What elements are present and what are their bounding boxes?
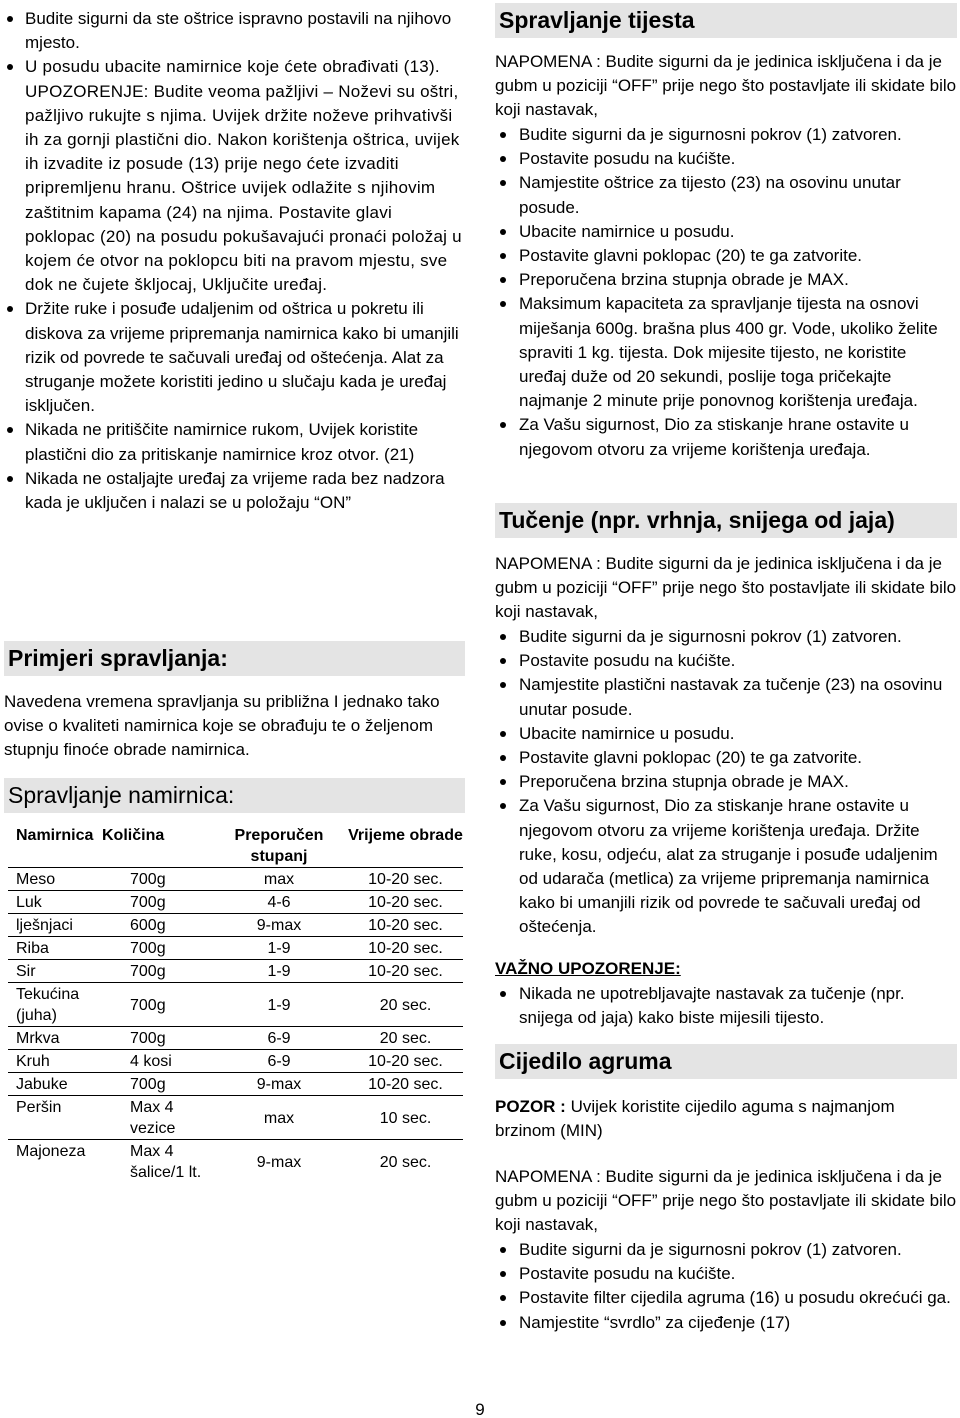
- cell-food: Sir: [8, 960, 100, 983]
- header-time: Vrijeme obrade: [348, 827, 463, 844]
- intro-bullet-list: [4, 7, 467, 515]
- examples-heading: Primjeri spravljanja:: [4, 641, 465, 676]
- table-row: [8, 891, 463, 914]
- citrus-bullet-list: [495, 1238, 957, 1335]
- list-item: Budite sigurni da ste oštrice ispravno postavili na njihovo mjesto.: [4, 7, 467, 55]
- note-text: Budite sigurni da je jedinica isključena i da je gubm u poziciji “OFF” prije nego što postavljate ili skidate bilo koji nastavak,: [495, 554, 957, 622]
- table-row: [8, 983, 463, 1027]
- table-row: [8, 1027, 463, 1050]
- cell-quantity: 700g: [100, 868, 210, 891]
- citrus-note: [495, 1165, 957, 1238]
- cell-speed: 1-9: [210, 983, 346, 1027]
- note-text: Budite sigurni da je jedinica isključena i da je gubm u poziciji “OFF” prije nego što postavljate ili skidate bilo koji nastavak,: [495, 52, 957, 120]
- list-item: Budite sigurni da je sigurnosni pokrov (1) zatvoren.: [495, 1238, 957, 1262]
- list-item: Postavite glavni poklopac (20) te ga zatvorite.: [495, 746, 957, 770]
- cell-food: Riba: [8, 937, 100, 960]
- list-item: Namjestite “svrdlo” za cijeđenje (17): [495, 1311, 957, 1335]
- cell-time: 20 sec.: [346, 1140, 463, 1184]
- cell-quantity: 700g: [100, 1073, 210, 1096]
- list-item: Namjestite plastični nastavak za tučenje (23) na osovinu unutar posude.: [495, 673, 957, 721]
- table-row: [8, 1140, 463, 1184]
- cell-speed: 4-6: [210, 891, 346, 914]
- list-item: Ubacite namirnice u posudu.: [495, 722, 957, 746]
- cell-quantity: 700g: [100, 960, 210, 983]
- table-header-row: [8, 824, 463, 868]
- list-item: Držite ruke i posuđe udaljenim od oštrica u pokretu ili diskova za vrijeme pripremanja namirnica kako bi umanjili rizik od povrede te sačuvali uređaj od oštećenja. Alat za struganje možete koristiti jedino u slučaju kada je uređaj isključen.: [4, 297, 467, 418]
- list-item: Za Vašu sigurnost, Dio za stiskanje hrane ostavite u njegovom otvoru za vrijeme korištenja uređaja.: [495, 413, 957, 461]
- cell-speed: max: [210, 1096, 346, 1140]
- examples-text: Navedena vremena spravljanja su približna I jednako tako ovise o kvaliteti namirnica koje se obrađuju te o željenom stupnju finoće obrade namirnica.: [4, 692, 440, 760]
- whip-bullet-list: [495, 625, 957, 940]
- note-label: NAPOMENA :: [495, 554, 601, 573]
- list-item: Postavite posudu na kućište.: [495, 1262, 957, 1286]
- caution-text: Uvijek koristite cijedilo aguma s najmanjom brzinom (MIN): [495, 1097, 895, 1141]
- cell-speed: 9-max: [210, 914, 346, 937]
- cell-time: 10-20 sec.: [346, 937, 463, 960]
- cell-food: Majoneza: [8, 1140, 100, 1184]
- whip-heading: Tučenje (npr. vrhnja, snijega od jaja): [495, 503, 957, 538]
- list-item: Preporučena brzina stupnja obrade je MAX.: [495, 268, 957, 292]
- cell-quantity: 4 kosi: [100, 1050, 210, 1073]
- cell-speed: 6-9: [210, 1027, 346, 1050]
- note-text: Budite sigurni da je jedinica isključena i da je gubm u poziciji “OFF” prije nego što postavljate ili skidate bilo koji nastavak,: [495, 1167, 957, 1235]
- cell-time: 10 sec.: [346, 1096, 463, 1140]
- caution-label: POZOR :: [495, 1097, 566, 1116]
- cell-food: Kruh: [8, 1050, 100, 1073]
- cell-quantity: 700g: [100, 937, 210, 960]
- table-row: [8, 1050, 463, 1073]
- cell-quantity: 700g: [100, 891, 210, 914]
- cell-quantity: Max 4 vezice: [100, 1096, 210, 1140]
- list-item: Postavite posudu na kućište.: [495, 147, 957, 171]
- table-row: [8, 1073, 463, 1096]
- cell-food: Peršin: [8, 1096, 100, 1140]
- cell-quantity: Max 4 šalice/1 lt.: [100, 1140, 210, 1184]
- table-row: [8, 1096, 463, 1140]
- cell-quantity: 700g: [100, 1027, 210, 1050]
- list-item: Maksimum kapaciteta za spravljanje tijesta na osnovi miješanja 600g. brašna plus 400 gr. Vode, ukoliko želite spraviti 1 kg. tijesta. Dok mijesite tijesto, ne koristite uređaj duže od 20 sekundi, poslije toga pričekajte najmanje 2 minute prije ponovnog korištenja uređaja.: [495, 292, 957, 413]
- cell-food: Tekućina (juha): [8, 983, 100, 1027]
- food-heading: Spravljanje namirnica:: [4, 778, 465, 813]
- cell-time: 10-20 sec.: [346, 960, 463, 983]
- note-label: NAPOMENA :: [495, 1167, 601, 1186]
- cell-food: Meso: [8, 868, 100, 891]
- list-item: U posudu ubacite namirnice koje ćete obrađivati (13). UPOZORENJE: Budite veoma pažljivi – Noževi su oštri, pažljivo rukujte s njima. Uvijek držite noževe prihvativši ih za gornji plastični dio. Nakon korištenja oštrica, uvijek ih izvadite iz posude (13) prije nego ćete izvaditi pripremljenu hranu. Oštrice uvijek odlažite s njihovim zaštitnim kapama (24) na njima. Postavite glavi poklopac (20) na posudu pokušavajući pronaći položaj u kojem će otvor na poklopcu biti na pravom mjestu, sve dok ne čujete škljocaj, Uključite uređaj.: [4, 55, 467, 297]
- header-speed: Preporučen stupanj: [234, 827, 324, 865]
- list-item: Postavite glavni poklopac (20) te ga zatvorite.: [495, 244, 957, 268]
- cell-food: Jabuke: [8, 1073, 100, 1096]
- cell-food: Mrkva: [8, 1027, 100, 1050]
- list-item: Nikada ne pritiščite namirnice rukom, Uvijek koristite plastični dio za pritiskanje namirnice kroz otvor. (21): [4, 418, 467, 466]
- list-item: Za Vašu sigurnost, Dio za stiskanje hrane ostavite u njegovom otvoru za vrijeme korištenja uređaja. Držite ruke, kosu, odjeću, alat za struganje i posuđe udaljenim od udarača (metlica) za vrijeme pripremanja namirnica kako bi umanjili rizik od povrede te sačuvali uređaj od oštećenja.: [495, 794, 957, 939]
- cell-quantity: 700g: [100, 983, 210, 1027]
- cell-speed: 9-max: [210, 1073, 346, 1096]
- cell-food: lješnjaci: [8, 914, 100, 937]
- list-item: Budite sigurni da je sigurnosni pokrov (1) zatvoren.: [495, 123, 957, 147]
- note-label: NAPOMENA :: [495, 52, 601, 71]
- citrus-caution: [495, 1095, 957, 1143]
- header-quantity: Količina: [102, 827, 165, 844]
- cell-speed: 1-9: [210, 960, 346, 983]
- warning-label: VAŽNO UPOZORENJE:: [495, 959, 681, 978]
- header-food: Namirnica: [16, 827, 94, 844]
- list-item: Preporučena brzina stupnja obrade je MAX.: [495, 770, 957, 794]
- dough-bullet-list: [495, 123, 957, 462]
- citrus-heading: Cijedilo agruma: [495, 1044, 957, 1079]
- cell-time: 10-20 sec.: [346, 914, 463, 937]
- cell-speed: 9-max: [210, 1140, 346, 1184]
- cell-speed: 6-9: [210, 1050, 346, 1073]
- table-row: [8, 914, 463, 937]
- dough-heading: Spravljanje tijesta: [495, 3, 957, 38]
- food-table: [8, 824, 463, 1183]
- list-item: Ubacite namirnice u posudu.: [495, 220, 957, 244]
- cell-speed: 1-9: [210, 937, 346, 960]
- page-number: 9: [475, 1400, 485, 1418]
- whip-note: [495, 552, 957, 625]
- cell-time: 10-20 sec.: [346, 1073, 463, 1096]
- list-item: Postavite posudu na kućište.: [495, 649, 957, 673]
- cell-time: 10-20 sec.: [346, 868, 463, 891]
- dough-note: [495, 50, 957, 123]
- warning-bullet-list: [495, 982, 957, 1030]
- list-item: Budite sigurni da je sigurnosni pokrov (1) zatvoren.: [495, 625, 957, 649]
- cell-time: 20 sec.: [346, 1027, 463, 1050]
- table-row: [8, 868, 463, 891]
- cell-time: 10-20 sec.: [346, 891, 463, 914]
- list-item: Nikada ne upotrebljavajte nastavak za tučenje (npr. snijega od jaja) kako biste mijesili tijesto.: [495, 982, 957, 1030]
- list-item: Postavite filter cijedila agruma (16) u posudu okrećući ga.: [495, 1286, 957, 1310]
- table-row: [8, 937, 463, 960]
- cell-food: Luk: [8, 891, 100, 914]
- list-item: Namjestite oštrice za tijesto (23) na osovinu unutar posude.: [495, 171, 957, 219]
- cell-time: 20 sec.: [346, 983, 463, 1027]
- list-item: Nikada ne ostaljajte uređaj za vrijeme rada bez nadzora kada je uključen i nalazi se u položaju “ON”: [4, 467, 467, 515]
- cell-speed: max: [210, 868, 346, 891]
- cell-quantity: 600g: [100, 914, 210, 937]
- table-row: [8, 960, 463, 983]
- cell-time: 10-20 sec.: [346, 1050, 463, 1073]
